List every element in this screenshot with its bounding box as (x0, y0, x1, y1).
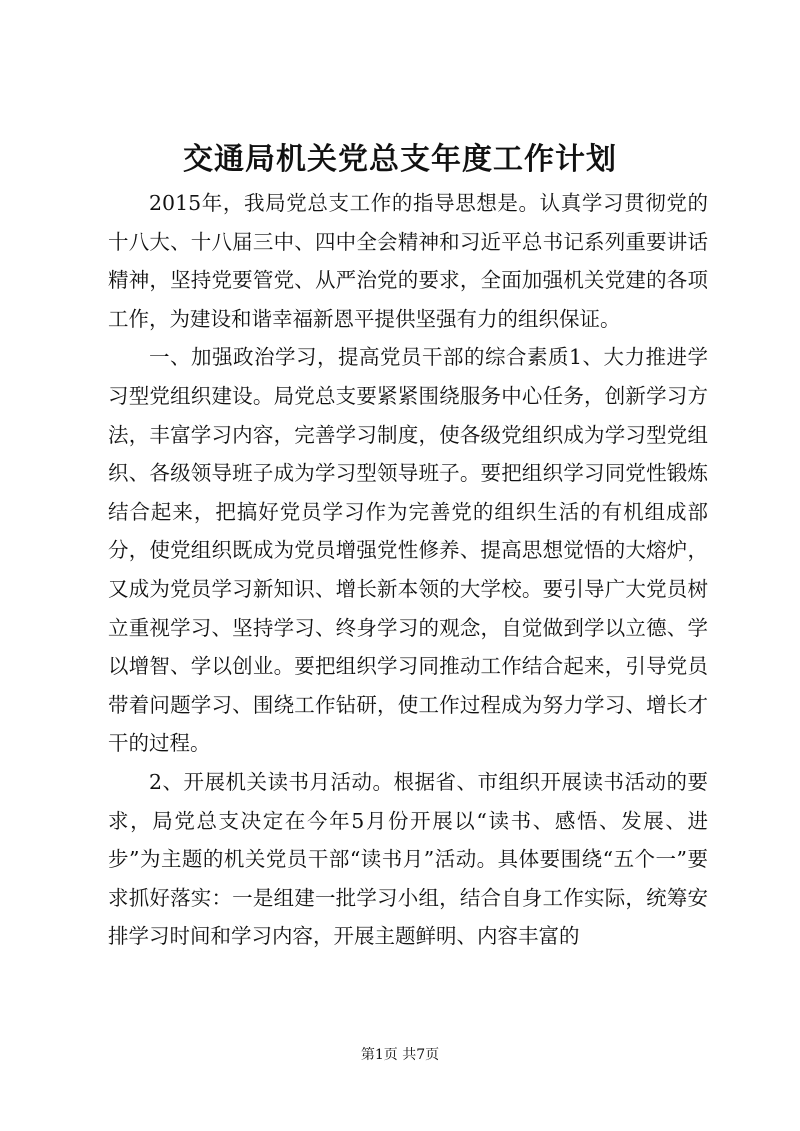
page-number-footer: 第1页 共7页 (360, 1047, 440, 1063)
document-title: 交通局机关党总支年度工作计划 (183, 142, 617, 177)
document-body (108, 184, 708, 956)
paragraph-political-study: 一、加强政治学习，提高党员干部的综合素质1、大力推进学习型党组织建设。局党总支要紧紧围绕服务中心任务，创新学习方法，丰富学习内容，完善学习制度，使各级党组织成为学习型党组织、各级领导班子成为学习型领导班子。要把组织学习同党性锻炼结合起来，把搞好党员学习作为完善党的组织生活的有机组成部分，使党组织既成为党员增强党性修养、提高思想觉悟的大熔炉，又成为党员学习新知识、增长新本领的大学校。要引导广大党员树立重视学习、坚持学习、终身学习的观念，自觉做到学以立德、学以增智、学以创业。要把组织学习同推动工作结合起来，引导党员带着问题学习、围绕工作钻研，使工作过程成为努力学习、增长才干的过程。 (108, 345, 708, 756)
paragraph-reading-month: 2、开展机关读书月活动。根据省、市组织开展读书活动的要求，局党总支决定在今年5月份开展以“读书、感悟、发展、进步”为主题的机关党员干部“读书月”活动。具体要围绕“五个一”要求抓好落实：一是组建一批学习小组，结合自身工作实际，统筹安排学习时间和学习内容，开展主题鲜明、内容丰富的 (108, 769, 708, 949)
paragraph-guiding-ideology: 2015年，我局党总支工作的指导思想是。认真学习贯彻党的十八大、十八届三中、四中全会精神和习近平总书记系列重要讲话精神，坚持党要管党、从严治党的要求，全面加强机关党建的各项工作，为建设和谐幸福新恩平提供坚强有力的组织保证。 (108, 191, 708, 331)
